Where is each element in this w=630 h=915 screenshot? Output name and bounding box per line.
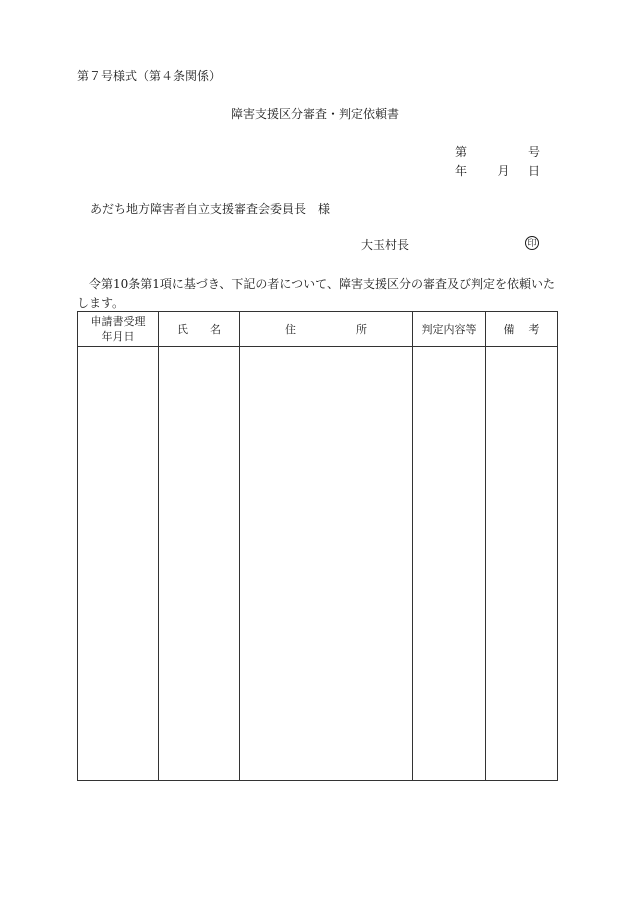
form-number: 第７号様式（第４条関係） — [77, 69, 222, 83]
date-day-label: 日 — [527, 164, 540, 178]
page-title: 障害支援区分審査・判定依頼書 — [230, 107, 399, 121]
header-remarks — [486, 312, 558, 347]
table-header-row — [78, 312, 558, 347]
applicant-table — [77, 311, 558, 781]
header-name-char1: 氏 — [177, 322, 188, 336]
request-body-text: 令第10条第1項に基づき、下記の者について、障害支援区分の審査及び判定を依頼いたします。 — [77, 277, 555, 310]
header-address — [240, 312, 413, 347]
date-line — [455, 164, 540, 178]
header-received-date — [78, 312, 159, 347]
issuer-name: 大玉村長 — [361, 238, 410, 252]
cell-address[interactable] — [240, 347, 413, 781]
date-year-label: 年 — [455, 164, 468, 178]
header-received-date-line2: 年月日 — [101, 330, 135, 343]
header-name — [159, 312, 240, 347]
seal-mark: 印 — [525, 236, 539, 250]
header-address-char1: 住 — [285, 322, 296, 336]
header-received-date-line1: 申請書受理 — [90, 315, 146, 328]
number-suffix: 号 — [527, 145, 540, 159]
cell-received-date[interactable] — [78, 347, 159, 781]
header-name-char2: 名 — [210, 322, 221, 336]
cell-name[interactable] — [159, 347, 240, 781]
header-remarks-char1: 備 — [503, 322, 515, 336]
date-month-label: 月 — [497, 164, 510, 178]
header-judgment: 判定内容等 — [413, 312, 486, 347]
cell-judgment[interactable] — [413, 347, 486, 781]
table-row — [78, 347, 558, 781]
header-remarks-char2: 考 — [528, 322, 540, 336]
cell-remarks[interactable] — [486, 347, 558, 781]
number-prefix: 第 — [455, 145, 468, 159]
addressee: あだち地方障害者自立支援審査会委員長 様 — [90, 202, 331, 216]
document-number-line — [455, 145, 540, 159]
header-address-char2: 所 — [356, 322, 367, 336]
